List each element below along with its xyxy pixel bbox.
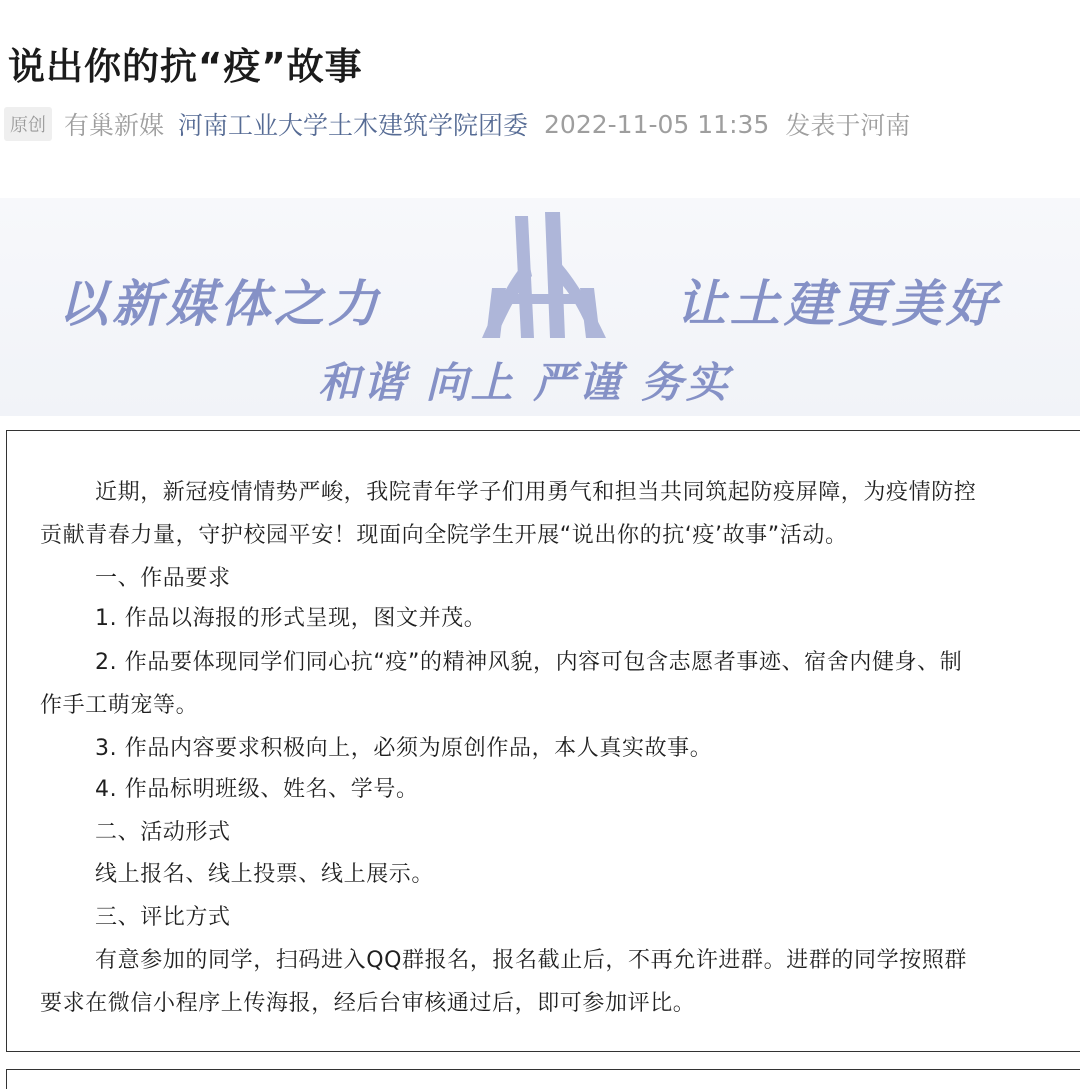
article-title: 说出你的抗“疫”故事 bbox=[8, 45, 363, 88]
section-heading: 二、活动形式 bbox=[95, 820, 231, 845]
publish-time: 2022-11-05 11:35 bbox=[544, 109, 770, 139]
next-content-box bbox=[6, 1069, 1080, 1089]
section-heading: 一、作品要求 bbox=[95, 566, 231, 591]
body-line: 作手工萌宠等。 bbox=[40, 693, 199, 718]
slogan-left: 以新媒体之力 bbox=[58, 274, 382, 333]
body-line: 近期，新冠疫情情势严峻，我院青年学子们用勇气和担当共同筑起防疫屏障，为疫情防控 bbox=[95, 480, 977, 505]
body-line: 2. 作品要体现同学们同心抗“疫”的精神风貌，内容可包含志愿者事迹、宿舍内健身、制 bbox=[95, 650, 963, 675]
body-line: 4. 作品标明班级、姓名、学号。 bbox=[95, 777, 419, 802]
body-line: 有意参加的同学，扫码进入QQ群报名，报名截止后，不再允许进群。进群的同学按照群 bbox=[95, 948, 968, 973]
section-heading: 三、评比方式 bbox=[95, 905, 231, 930]
body-line: 要求在微信小程序上传海报，经后台审核通过后，即可参加评比。 bbox=[40, 991, 696, 1016]
original-tag: 原创 bbox=[4, 107, 52, 141]
publish-location: 发表于河南 bbox=[785, 111, 911, 140]
banner-motto: 和谐 向上 严谨 务实 bbox=[318, 358, 731, 407]
account-link[interactable]: 河南工业大学土木建筑学院团委 bbox=[178, 111, 529, 140]
body-line: 1. 作品以海报的形式呈现，图文并茂。 bbox=[95, 606, 487, 631]
body-line: 线上报名、线上投票、线上展示。 bbox=[95, 862, 435, 887]
source-name: 有巢新媒 bbox=[64, 111, 165, 140]
body-line: 贡献青春力量，守护校园平安！现面向全院学生开展“说出你的抗‘疫’故事”活动。 bbox=[40, 523, 848, 548]
body-line: 3. 作品内容要求积极向上，必须为原创作品，本人真实故事。 bbox=[95, 736, 713, 761]
slogan-right: 让土建更美好 bbox=[676, 274, 1000, 333]
article-meta bbox=[4, 106, 910, 142]
